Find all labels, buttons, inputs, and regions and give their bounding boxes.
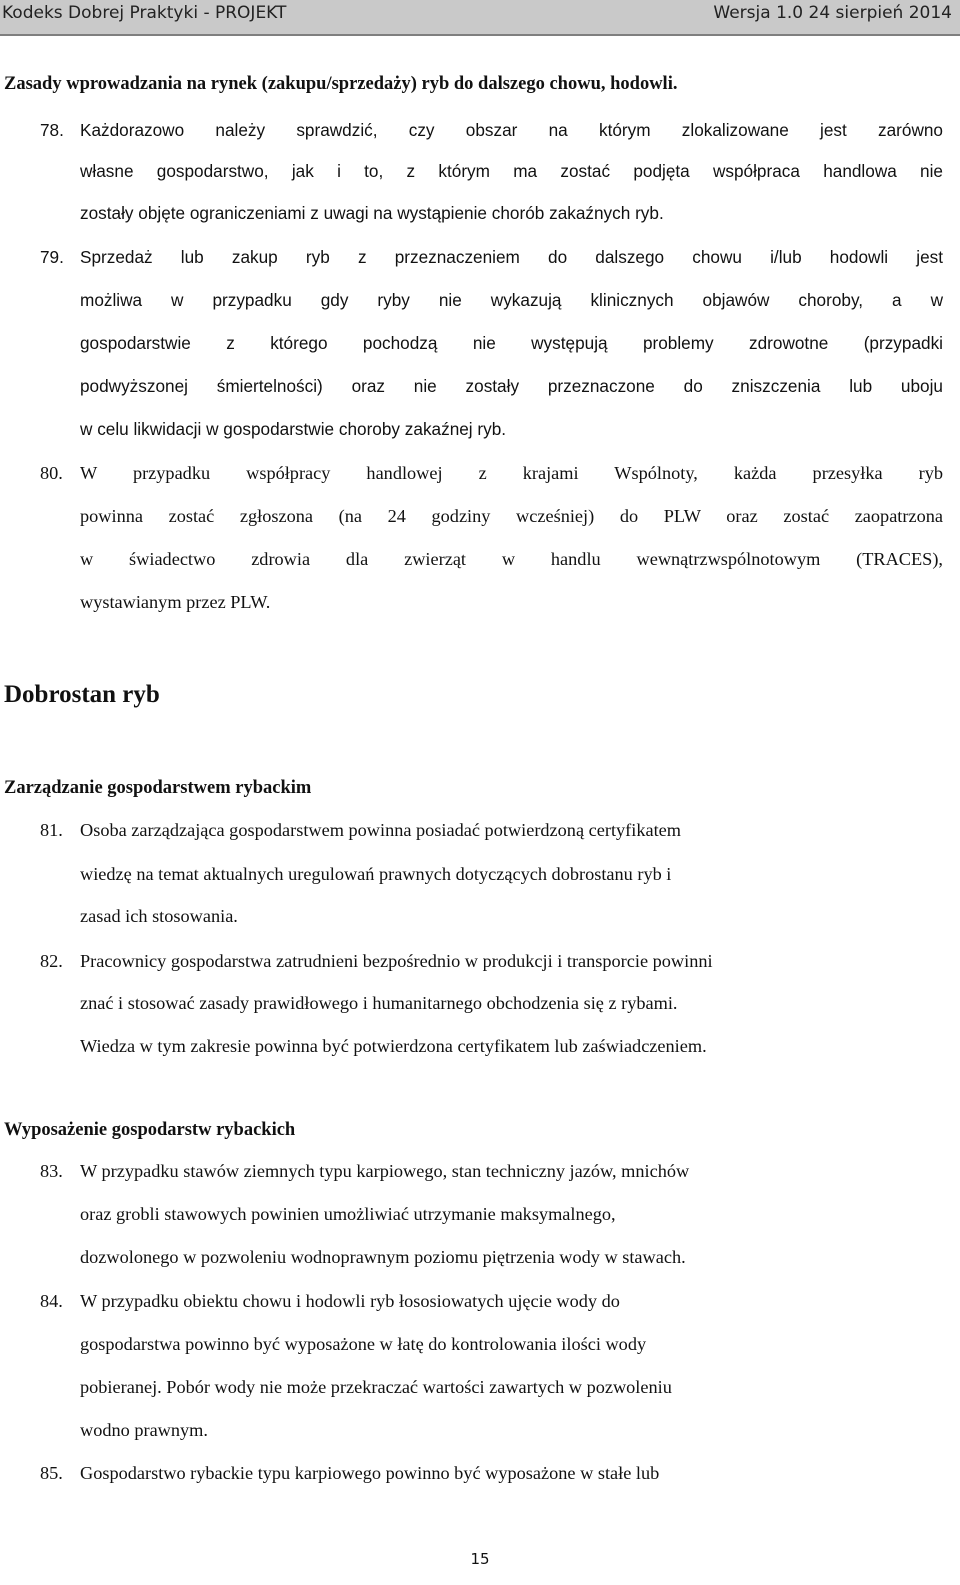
item-line: Osoba zarządzająca gospodarstwem powinna posiadać potwierdzoną certyfikatem (80, 820, 681, 840)
item-line: znać i stosować zasady prawidłowego i humanitarnego obchodzenia się z rybami. (80, 993, 678, 1013)
chapter-title: Dobrostan ryb (4, 681, 160, 708)
item-line: podwyższonej śmiertelności) oraz nie zostały przeznaczone do zniszczenia lub uboju (80, 376, 943, 396)
item-line: Gospodarstwo rybackie typu karpiowego powinno być wyposażone w stałe lub (80, 1463, 660, 1483)
item-line: możliwa w przypadku gdy ryby nie wykazują klinicznych objawów choroby, a w (80, 290, 943, 310)
item-line: zostały objęte ograniczeniami z uwagi na wystąpienie chorób zakaźnych ryb. (80, 203, 664, 223)
page-number: 15 (470, 1550, 490, 1568)
item-number: 82. (40, 951, 63, 971)
section-heading-equipment: Wyposażenie gospodarstw rybackich (4, 1120, 296, 1140)
item-line: w świadectwo zdrowia dla zwierząt w handlu wewnątrzwspólnotowym (TRACES), (80, 549, 943, 569)
item-line: dozwolonego w pozwoleniu wodnoprawnym poziomu piętrzenia wody w stawach. (80, 1247, 686, 1267)
header-document-title: Kodeks Dobrej Praktyki - PROJEKT (2, 3, 287, 23)
page-header (0, 0, 960, 36)
item-line: w celu likwidacji w gospodarstwie choroby zakaźnej ryb. (80, 419, 507, 439)
item-line: W przypadku obiektu chowu i hodowli ryb łososiowatych ujęcie wody do (80, 1291, 620, 1311)
item-line: wodno prawnym. (80, 1420, 208, 1440)
item-number: 84. (40, 1291, 63, 1311)
item-number: 85. (40, 1463, 63, 1483)
item-line: Wiedza w tym zakresie powinna być potwierdzona certyfikatem lub zaświadczeniem. (80, 1036, 707, 1056)
item-line: gospodarstwa powinno być wyposażone w łatę do kontrolowania ilości wody (80, 1334, 647, 1354)
item-line: wiedzę na temat aktualnych uregulowań prawnych dotyczących dobrostanu ryb i (80, 864, 672, 884)
item-line: oraz grobli stawowych powinien umożliwiać utrzymanie maksymalnego, (80, 1204, 616, 1224)
section-heading-market: Zasady wprowadzania na rynek (zakupu/sprzedaży) ryb do dalszego chowu, hodowli. (4, 74, 678, 94)
item-line: powinna zostać zgłoszona (na 24 godziny wcześniej) do PLW oraz zostać zaopatrzona (80, 506, 943, 526)
header-version: Wersja 1.0 24 sierpień 2014 (713, 3, 952, 23)
item-line: Sprzedaż lub zakup ryb z przeznaczeniem do dalszego chowu i/lub hodowli jest (80, 247, 943, 267)
item-number: 81. (40, 820, 63, 840)
item-number: 78. (40, 120, 64, 140)
item-line: Każdorazowo należy sprawdzić, czy obszar na którym zlokalizowane jest zarówno (80, 120, 943, 140)
item-number: 80. (40, 463, 63, 483)
item-line: Pracownicy gospodarstwa zatrudnieni bezpośrednio w produkcji i transporcie powinni (80, 951, 713, 971)
item-line: własne gospodarstwo, jak i to, z którym ma zostać podjęta współpraca handlowa nie (80, 161, 943, 181)
item-line: wystawianym przez PLW. (80, 592, 271, 612)
section-heading-management: Zarządzanie gospodarstwem rybackim (4, 778, 312, 798)
item-line: W przypadku stawów ziemnych typu karpiowego, stan techniczny jazów, mnichów (80, 1161, 690, 1181)
item-number: 79. (40, 247, 64, 267)
item-line: pobieranej. Pobór wody nie może przekraczać wartości zawartych w pozwoleniu (80, 1377, 672, 1397)
item-number: 83. (40, 1161, 63, 1181)
item-line: W przypadku współpracy handlowej z krajami Wspólnoty, każda przesyłka ryb (80, 463, 943, 483)
item-line: zasad ich stosowania. (80, 906, 238, 926)
item-line: gospodarstwie z którego pochodzą nie występują problemy zdrowotne (przypadki (80, 333, 943, 353)
